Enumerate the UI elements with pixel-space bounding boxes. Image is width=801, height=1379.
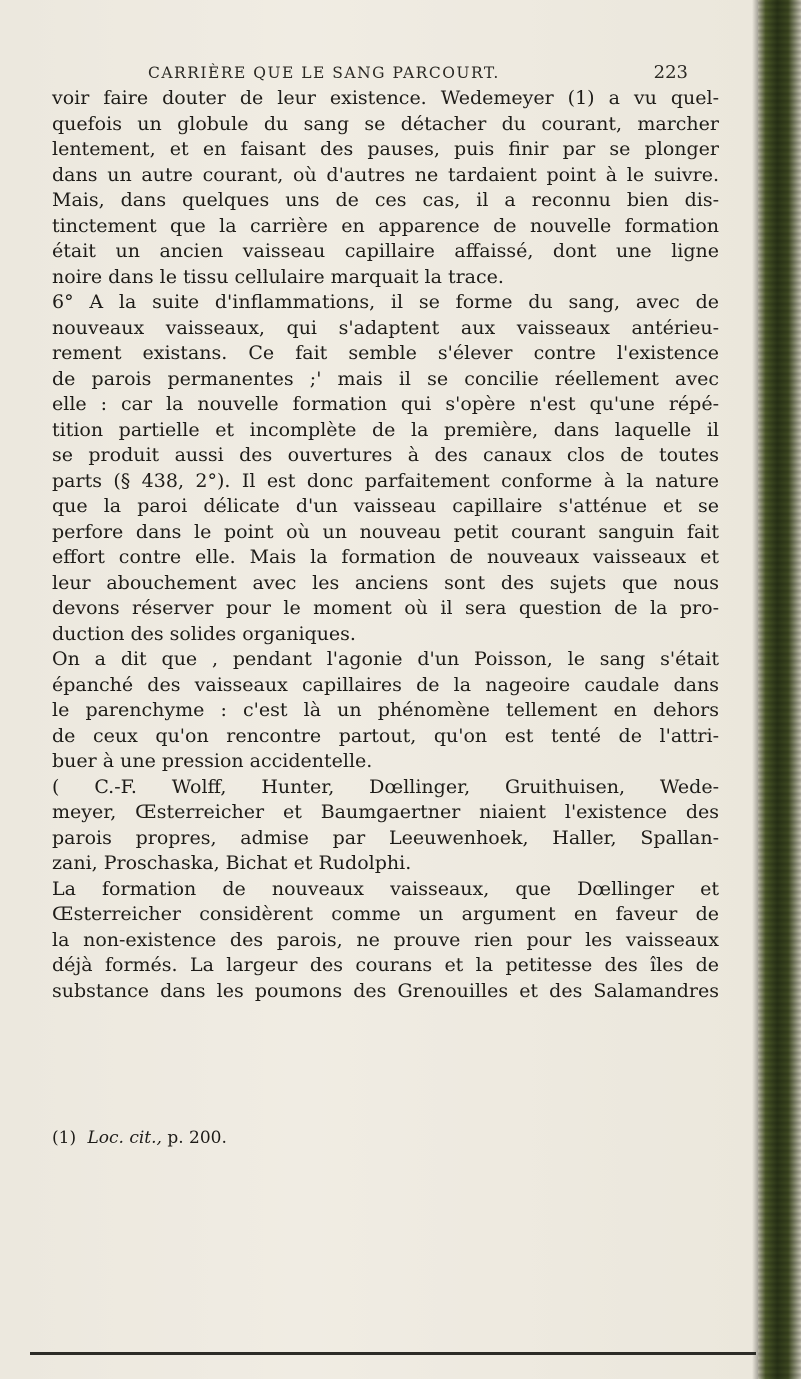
running-title: CARRIÈRE QUE LE SANG PARCOURT.	[148, 64, 500, 82]
text-line: leur abouchement avec les anciens sont des sujets que nous	[52, 571, 719, 594]
text-line: parts (§ 438, 2°). Il est donc parfaitement conforme à la nature	[52, 469, 719, 492]
text-line: parois propres, admise par Leeuwenhoek, Haller, Spallan-	[52, 826, 719, 849]
text-line: tinctement que la carrière en apparence de nouvelle formation	[52, 214, 719, 237]
text-line: était un ancien vaisseau capillaire affaissé, dont une ligne	[52, 240, 719, 262]
text-line: se produit aussi des ouvertures à des canaux clos de toutes	[52, 444, 719, 466]
text-line: buer à une pression accidentelle.	[52, 750, 373, 772]
text-line: la non-existence des parois, ne prouve rien pour les vaisseaux	[52, 928, 719, 951]
text-line: rement existans. Ce fait semble s'élever contre l'existence	[52, 342, 719, 364]
text-line: 6° A la suite d'inflammations, il se forme du sang, avec de	[52, 291, 719, 313]
text-line: perfore dans le point où un nouveau petit courant sanguin fait	[52, 520, 719, 543]
text-line: duction des solides organiques.	[52, 622, 356, 645]
footnote-page: p. 200.	[167, 1128, 227, 1148]
running-header	[148, 62, 688, 83]
text-line: La formation de nouveaux vaisseaux, que Dœllinger et	[52, 877, 719, 900]
text-line: lentement, et en faisant des pauses, puis finir par se plonger	[52, 138, 719, 160]
text-line: déjà formés. La largeur des courans et la petitesse des îles de	[52, 954, 719, 976]
footnote-number: (1)	[52, 1128, 77, 1148]
page-number: 223	[653, 62, 688, 83]
footnote	[52, 1128, 227, 1148]
text-line: de ceux qu'on rencontre partout, qu'on est tenté de l'attri-	[52, 724, 719, 747]
text-line: zani, Proschaska, Bichat et Rudolphi.	[52, 852, 412, 874]
text-line: dans un autre courant, où d'autres ne tardaient point à le suivre.	[52, 163, 719, 186]
text-line: On a dit que , pendant l'agonie d'un Poisson, le sang s'était	[52, 648, 719, 670]
text-line: ( C.-F. Wolff, Hunter, Dœllinger, Gruithuisen, Wede-	[52, 775, 719, 798]
text-line: effort contre elle. Mais la formation de nouveaux vaisseaux et	[52, 546, 719, 568]
book-binding	[758, 0, 801, 1379]
page-bottom-edge	[30, 1352, 756, 1355]
text-line: quefois un globule du sang se détacher du courant, marcher	[52, 112, 719, 135]
text-line: Mais, dans quelques uns de ces cas, il a reconnu bien dis-	[52, 189, 719, 211]
text-line: devons réserver pour le moment où il sera question de la pro-	[52, 597, 719, 619]
text-line: épanché des vaisseaux capillaires de la nageoire caudale dans	[52, 673, 719, 696]
body-text	[52, 86, 719, 1004]
footnote-source: Loc. cit.,	[87, 1128, 162, 1148]
text-line: le parenchyme : c'est là un phénomène tellement en dehors	[52, 699, 719, 721]
text-line: nouveaux vaisseaux, qui s'adaptent aux vaisseaux antérieu-	[52, 316, 719, 339]
text-line: noire dans le tissu cellulaire marquait la trace.	[52, 265, 504, 288]
text-line: Œsterreicher considèrent comme un argument en faveur de	[52, 903, 719, 925]
text-line: tition partielle et incomplète de la première, dans laquelle il	[52, 418, 719, 441]
text-line: meyer, Œsterreicher et Baumgaertner niaient l'existence des	[52, 801, 719, 823]
text-line: substance dans les poumons des Grenouilles et des Salamandres	[52, 979, 719, 1002]
text-line: elle : car la nouvelle formation qui s'opère n'est qu'une répé-	[52, 393, 719, 415]
text-line: que la paroi délicate d'un vaisseau capillaire s'atténue et se	[52, 495, 719, 517]
text-line: de parois permanentes ;' mais il se concilie réellement avec	[52, 367, 719, 390]
text-line: voir faire douter de leur existence. Wedemeyer (1) a vu quel-	[52, 87, 719, 109]
